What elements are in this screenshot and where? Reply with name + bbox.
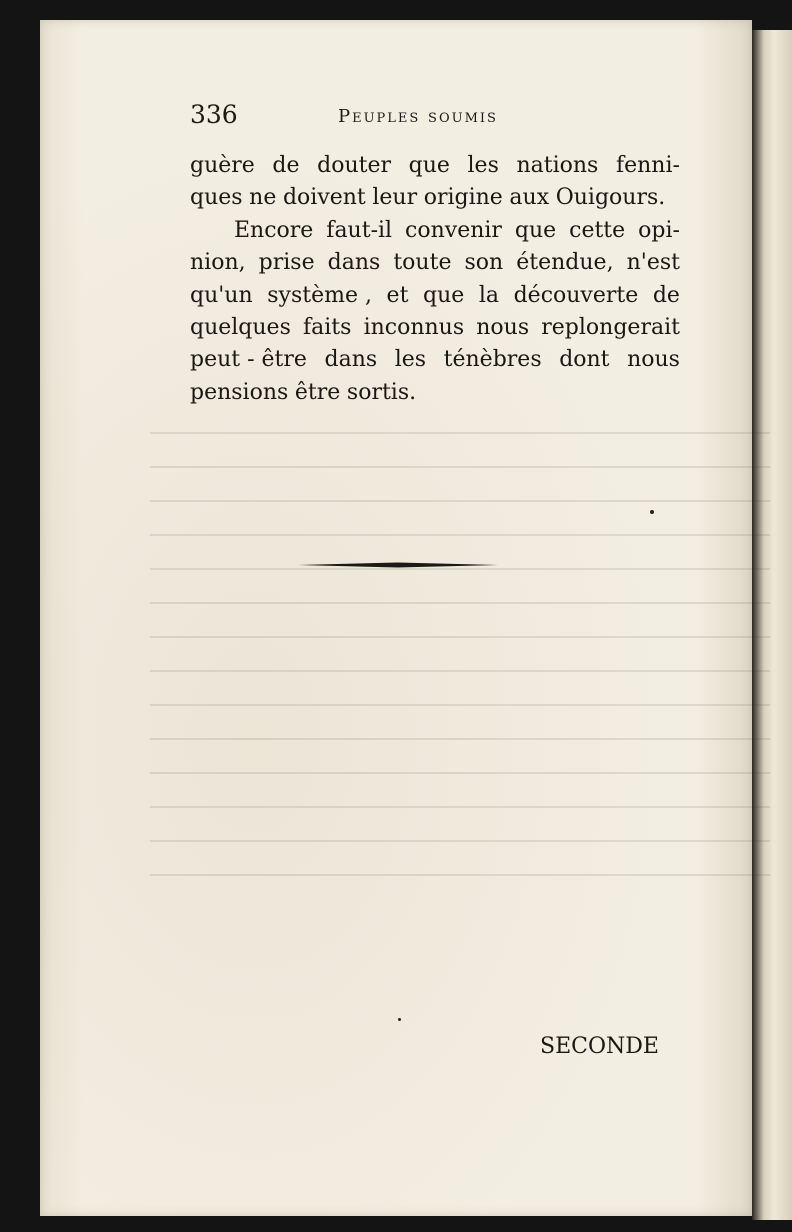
word: étendue, xyxy=(516,250,614,276)
word: découverte xyxy=(513,282,639,308)
text-line xyxy=(190,280,680,312)
word: inconnus xyxy=(363,314,465,340)
word: fenni- xyxy=(615,153,680,178)
text-line xyxy=(190,344,680,376)
word: replongerait xyxy=(541,314,680,340)
word: faits xyxy=(303,314,352,340)
word: n'est xyxy=(626,250,680,276)
word: nous xyxy=(476,314,530,340)
word: leur xyxy=(372,185,418,211)
word: origine xyxy=(423,185,503,211)
word: doivent xyxy=(282,185,366,211)
word: Ouigours. xyxy=(555,185,666,211)
word: dans xyxy=(324,347,378,373)
word: douter xyxy=(317,153,392,178)
word: son xyxy=(464,250,504,276)
word: que xyxy=(514,217,557,243)
word: pensions xyxy=(190,379,289,405)
catchword: SECONDE xyxy=(540,1034,659,1059)
word: peut - être xyxy=(190,347,307,373)
word: les xyxy=(467,153,499,178)
word: ques xyxy=(190,185,243,211)
word: les xyxy=(394,347,427,373)
word: et xyxy=(386,282,409,308)
show-through-text xyxy=(150,400,770,1050)
ink-spot xyxy=(650,510,654,514)
word: la xyxy=(478,282,500,308)
page-number: 336 xyxy=(190,100,238,129)
word: sortis. xyxy=(346,379,417,405)
word: qu'un xyxy=(190,282,253,308)
text-line xyxy=(190,377,680,409)
body-text xyxy=(190,150,680,409)
word: système , xyxy=(267,282,372,308)
text-line xyxy=(190,150,680,182)
text-line xyxy=(190,312,680,344)
text-line xyxy=(190,182,680,214)
word: faut-il xyxy=(326,217,393,243)
word: dans xyxy=(327,250,381,276)
word: quelques xyxy=(190,314,291,340)
word: nous xyxy=(627,347,680,373)
word: dont xyxy=(559,347,610,373)
page-header xyxy=(190,100,690,134)
word: convenir xyxy=(405,217,502,243)
word: ne xyxy=(249,185,277,211)
word: que xyxy=(408,153,450,178)
word: opi- xyxy=(638,217,680,243)
text-line xyxy=(190,215,680,247)
word: Encore xyxy=(234,217,314,243)
ink-spot xyxy=(398,1018,401,1021)
word: prise xyxy=(258,250,315,276)
word: aux xyxy=(509,185,550,211)
running-head: Peuples soumis xyxy=(338,106,498,127)
word: toute xyxy=(393,250,452,276)
word: être xyxy=(294,379,341,405)
text-line xyxy=(190,247,680,279)
word: nations xyxy=(516,153,599,178)
word: ténèbres xyxy=(443,347,542,373)
word: de xyxy=(652,282,680,308)
next-page-edge xyxy=(752,30,792,1220)
word: cette xyxy=(569,217,626,243)
word: nion, xyxy=(190,250,246,276)
word: de xyxy=(272,153,300,178)
word: que xyxy=(423,282,465,308)
section-divider xyxy=(298,562,498,568)
word: guère xyxy=(190,153,255,178)
